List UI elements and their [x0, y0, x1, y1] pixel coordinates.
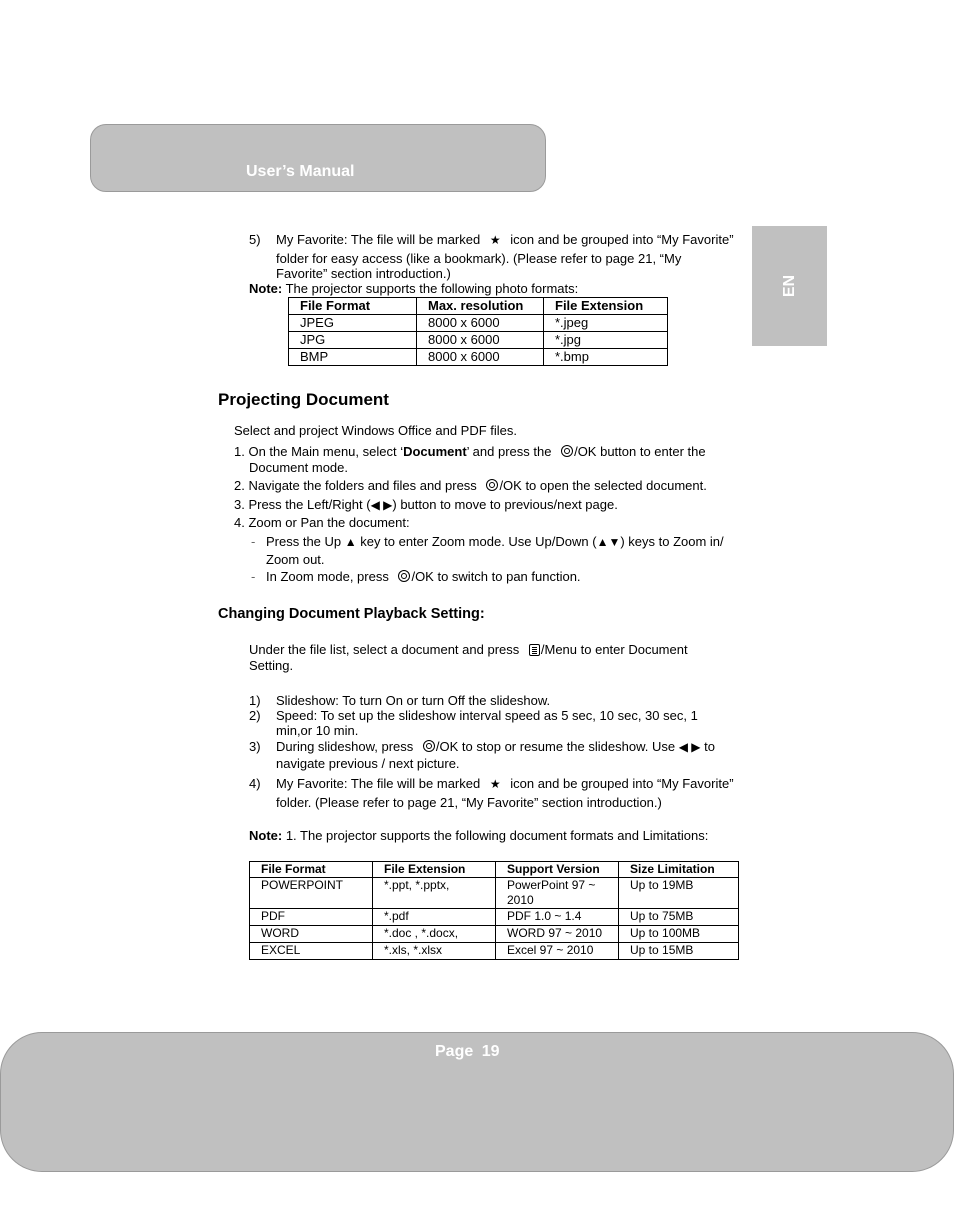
- section-intro: Select and project Windows Office and PDF files.: [234, 423, 517, 438]
- text: My Favorite: The file will be marked: [276, 232, 481, 247]
- list-item-line2: min,or 10 min.: [276, 723, 359, 738]
- text: key to enter Zoom mode. Use Up/Down (: [360, 534, 597, 549]
- text: /Menu to enter Document: [540, 642, 688, 657]
- table-cell: Up to 19MB: [619, 878, 739, 909]
- left-right-arrow-icon: ◀ ▶: [370, 498, 393, 512]
- header-tab: [90, 124, 546, 192]
- left-right-arrow-icon: ◀ ▶: [678, 740, 701, 754]
- list-item-line2: navigate previous / next picture.: [276, 756, 460, 771]
- text: In Zoom mode, press: [266, 569, 389, 584]
- table-cell: PDF 1.0 ~ 1.4: [496, 909, 619, 926]
- table-cell: PowerPoint 97 ~ 2010: [496, 878, 619, 909]
- text: During slideshow, press: [276, 739, 414, 754]
- text: My Favorite: The file will be marked: [276, 776, 481, 791]
- table-cell: Up to 75MB: [619, 909, 739, 926]
- text: to: [704, 739, 715, 754]
- language-label: EN: [780, 274, 798, 298]
- table-row: [250, 909, 739, 926]
- table-header: Size Limitation: [619, 862, 739, 878]
- table-header: File Format: [289, 298, 417, 315]
- table-cell: 8000 x 6000: [417, 332, 544, 349]
- ok-button-icon: [561, 445, 573, 457]
- text: ) button to move to previous/next page.: [392, 497, 618, 512]
- table-cell: POWERPOINT: [250, 878, 373, 909]
- star-icon: ★: [489, 777, 501, 791]
- table-cell: JPG: [289, 332, 417, 349]
- dash-bullet: -: [251, 569, 256, 584]
- table-cell: *.doc , *.docx,: [373, 926, 496, 943]
- table-cell: JPEG: [289, 315, 417, 332]
- document-bold: Document: [403, 444, 467, 459]
- section-heading: Projecting Document: [218, 390, 389, 409]
- manual-title: User’s Manual: [246, 163, 355, 180]
- list-item: [276, 739, 715, 755]
- note-label: Note:: [249, 281, 283, 296]
- list-item: [276, 776, 734, 792]
- table-cell: BMP: [289, 349, 417, 366]
- table-row: [250, 926, 739, 943]
- step-1-line2: Document mode.: [249, 460, 348, 475]
- document-note: [249, 828, 708, 844]
- document-formats-table: [249, 861, 739, 960]
- favorite-line3: Favorite” section introduction.): [276, 266, 451, 281]
- note-text: 1. The projector supports the following document formats and Limitations:: [282, 828, 709, 843]
- list-item-number: 2): [249, 708, 261, 723]
- list-item-number: 3): [249, 739, 261, 754]
- step-1: [234, 444, 706, 460]
- language-tab: [752, 226, 827, 346]
- text: ) keys to Zoom in/: [620, 534, 724, 549]
- table-cell: *.pdf: [373, 909, 496, 926]
- ok-button-icon: [486, 479, 498, 491]
- text: /OK button to enter the: [574, 444, 706, 459]
- table-header: File Extension: [373, 862, 496, 878]
- table-header: Max. resolution: [417, 298, 544, 315]
- photo-formats-table: [288, 297, 668, 366]
- table-header: Support Version: [496, 862, 619, 878]
- text: /OK to switch to pan function.: [411, 569, 581, 584]
- favorite-line2: folder for easy access (like a bookmark). (Please refer to page 21, “My: [276, 251, 682, 266]
- list-item-number: 1): [249, 693, 261, 708]
- list-item: Speed: To set up the slideshow interval speed as 5 sec, 10 sec, 30 sec, 1: [276, 708, 698, 723]
- table-cell: *.xls, *.xlsx: [373, 943, 496, 960]
- list-item: Slideshow: To turn On or turn Off the slideshow.: [276, 693, 551, 708]
- ok-button-icon: [423, 740, 435, 752]
- sub-step-2: [266, 569, 581, 585]
- table-header-row: [250, 862, 739, 878]
- ok-button-icon: [398, 570, 410, 582]
- table-row: [250, 878, 739, 909]
- text: Press the Up: [266, 534, 342, 549]
- text: 2. Navigate the folders and files and press: [234, 478, 477, 493]
- subsection-heading: Changing Document Playback Setting:: [218, 606, 485, 622]
- table-cell: *.ppt, *.pptx,: [373, 878, 496, 909]
- sub-step-1-line2: Zoom out.: [266, 552, 325, 567]
- table-cell: *.jpg: [544, 332, 668, 349]
- step-3: [234, 497, 618, 513]
- up-arrow-icon: ▲: [344, 535, 357, 549]
- text: /OK to open the selected document.: [499, 478, 707, 493]
- note-text: The projector supports the following photo formats:: [282, 281, 579, 296]
- table-row: [289, 349, 668, 366]
- list-item-line2: folder. (Please refer to page 21, “My Favorite” section introduction.): [276, 795, 662, 810]
- table-cell: *.bmp: [544, 349, 668, 366]
- text: 1. On the Main menu, select ‘: [234, 444, 404, 459]
- text: 3. Press the Left/Right (: [234, 497, 371, 512]
- text: ’ and press the: [466, 444, 552, 459]
- table-row: [289, 315, 668, 332]
- favorite-line1: [276, 232, 734, 248]
- step-2: [234, 478, 707, 494]
- table-cell: 8000 x 6000: [417, 349, 544, 366]
- table-cell: PDF: [250, 909, 373, 926]
- table-header: File Format: [250, 862, 373, 878]
- table-row: [250, 943, 739, 960]
- dash-bullet: -: [251, 534, 256, 549]
- table-row: [289, 332, 668, 349]
- text: icon and be grouped into “My Favorite”: [510, 776, 734, 791]
- text: /OK to stop or resume the slideshow. Use: [435, 739, 676, 754]
- text: Under the file list, select a document and press: [249, 642, 520, 657]
- table-cell: Up to 15MB: [619, 943, 739, 960]
- table-header: File Extension: [544, 298, 668, 315]
- table-cell: 8000 x 6000: [417, 315, 544, 332]
- photo-note: [249, 281, 578, 297]
- table-cell: WORD: [250, 926, 373, 943]
- note-label: Note:: [249, 828, 283, 843]
- table-cell: WORD 97 ~ 2010: [496, 926, 619, 943]
- table-header-row: [289, 298, 668, 315]
- table-cell: Excel 97 ~ 2010: [496, 943, 619, 960]
- setting-intro: [249, 642, 688, 658]
- star-icon: ★: [489, 233, 501, 247]
- sub-step-1: [266, 534, 724, 550]
- setting-intro-line2: Setting.: [249, 658, 294, 673]
- footer-tab: [0, 1032, 954, 1172]
- table-cell: EXCEL: [250, 943, 373, 960]
- up-down-arrow-icon: ▲▼: [596, 535, 621, 549]
- table-cell: *.jpeg: [544, 315, 668, 332]
- step-4: 4. Zoom or Pan the document:: [234, 515, 410, 530]
- list-item-number: 4): [249, 776, 261, 791]
- menu-button-icon: [529, 644, 540, 656]
- list-item-number: 5): [249, 232, 261, 247]
- text: icon and be grouped into “My Favorite”: [510, 232, 734, 247]
- page-number: Page 19: [435, 1043, 500, 1060]
- table-cell: Up to 100MB: [619, 926, 739, 943]
